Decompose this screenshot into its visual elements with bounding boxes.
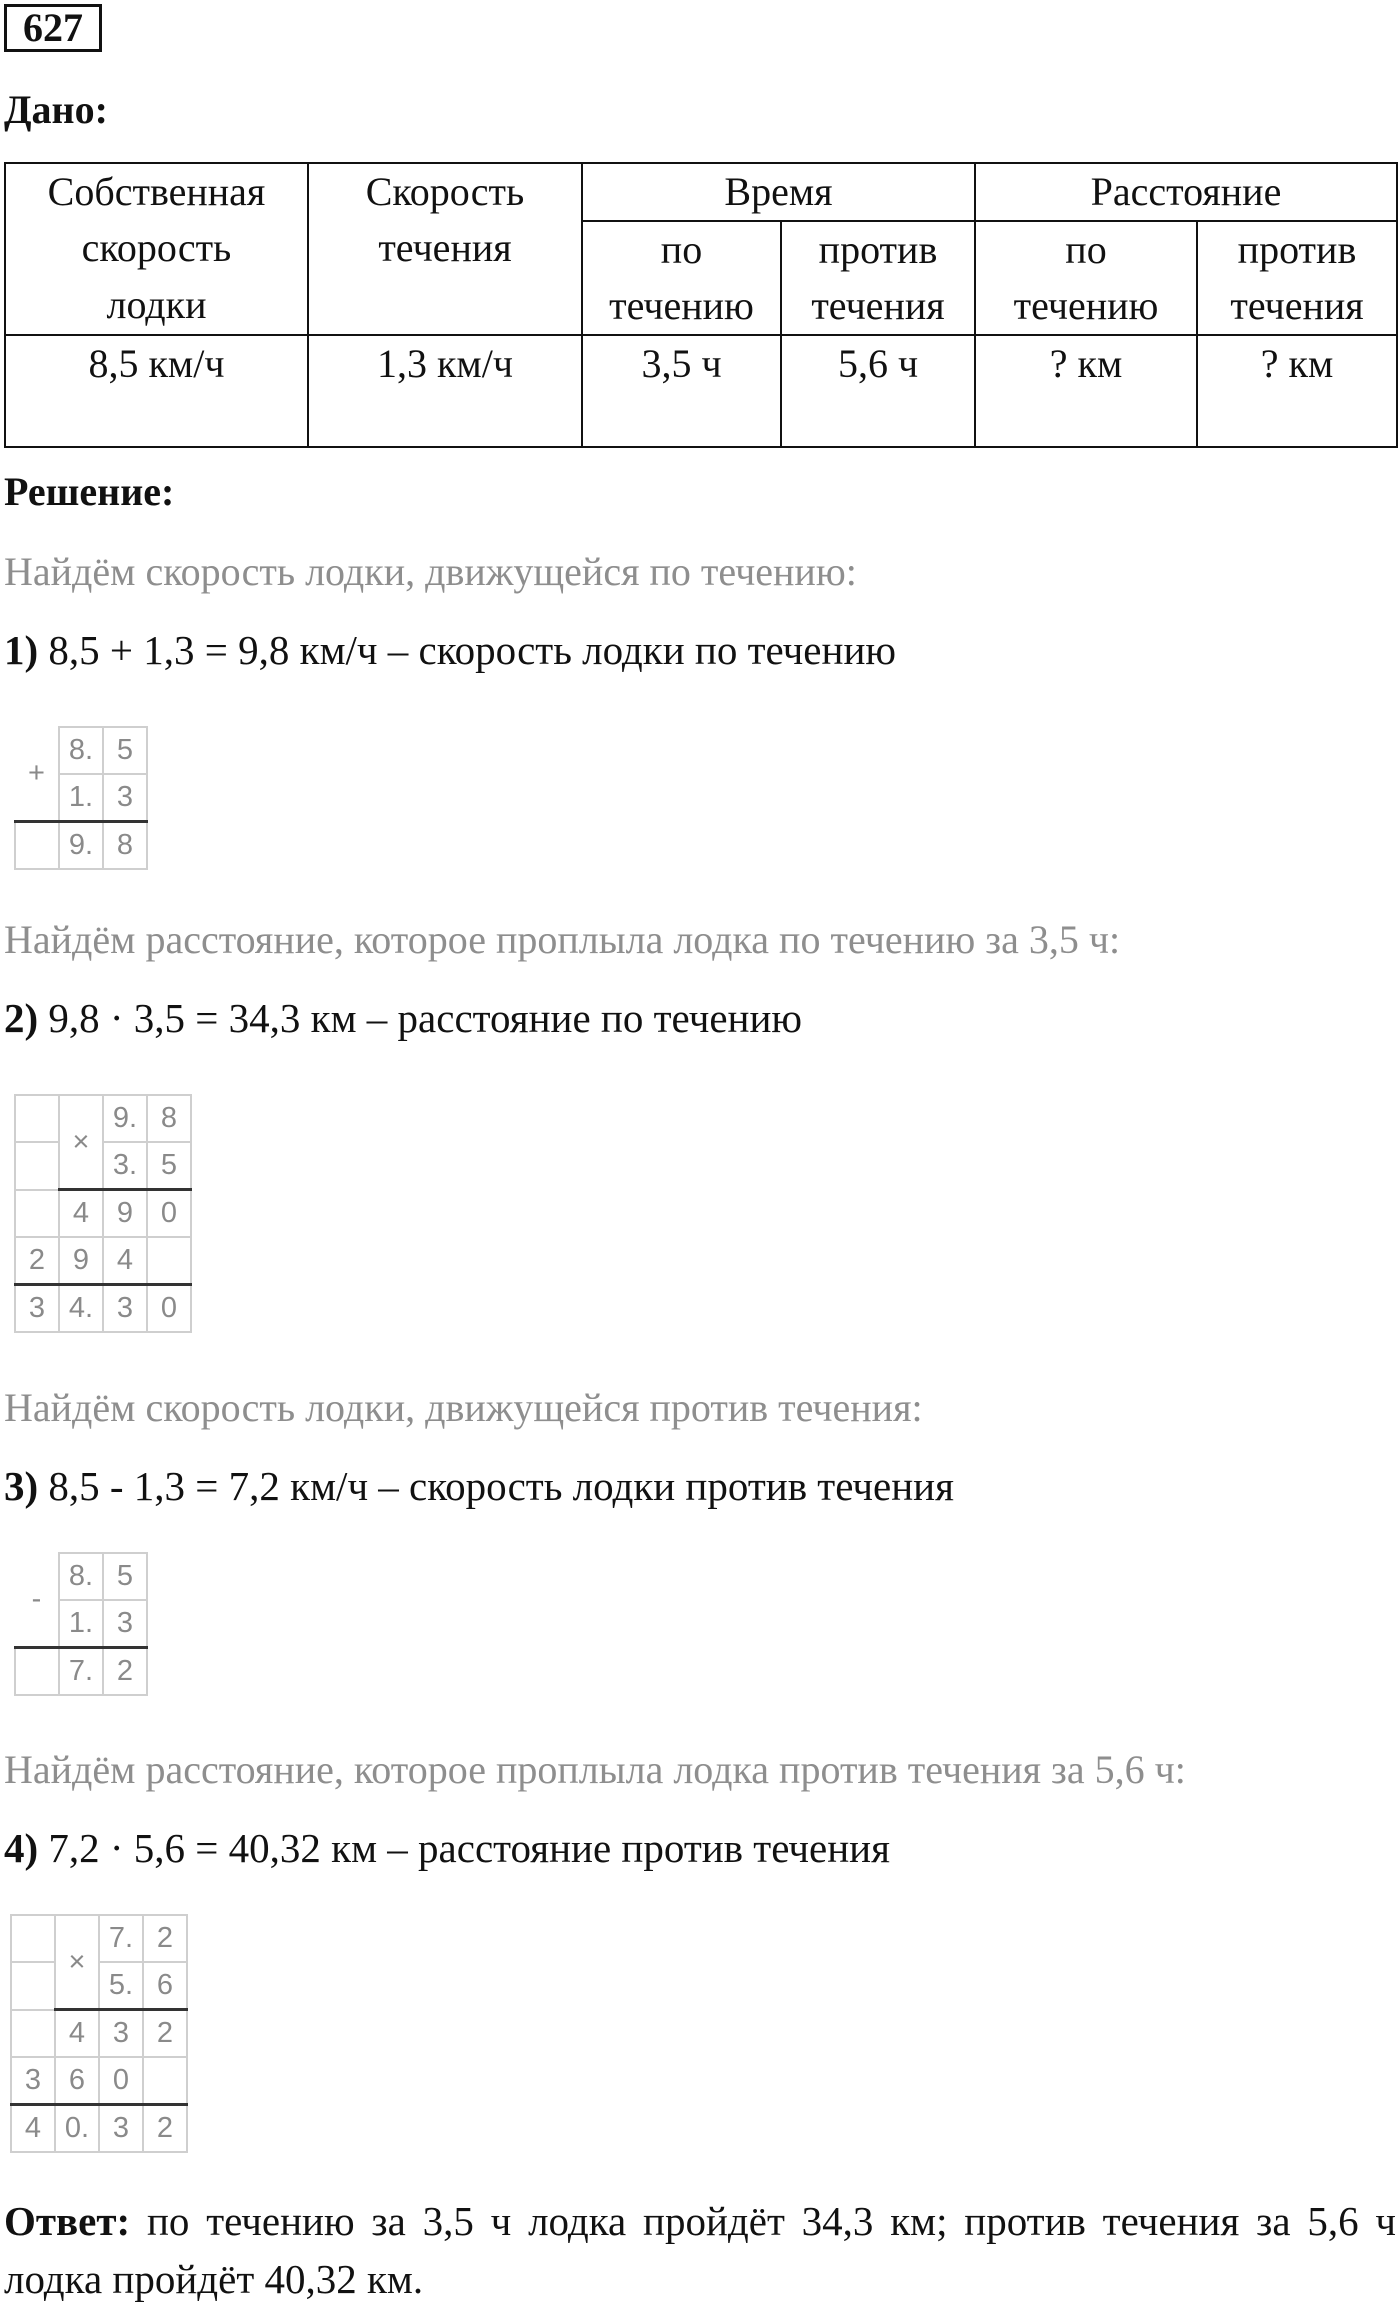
grid-cell: + (15, 727, 59, 822)
grid-cell: 2 (143, 2010, 187, 2058)
grid-cell: 9. (103, 1095, 147, 1142)
sub-time-with: по течению (582, 221, 781, 335)
grid-cell: 5. (99, 1962, 143, 2010)
grid-cell (143, 2057, 187, 2105)
grid-cell: 4 (103, 1237, 147, 1285)
sub-time-against: против течения (781, 221, 975, 335)
calc-grid-1 (14, 726, 148, 870)
grid-cell: × (59, 1095, 103, 1190)
header-own-speed: Собственная скорость (5, 163, 308, 277)
header-own-speed-line3: лодки (5, 277, 308, 335)
grid-cell: 4 (11, 2105, 55, 2153)
hint-step-4: Найдём расстояние, которое проплыла лодка против течения за 5,6 ч: (4, 1747, 1186, 1792)
grid-cell: 6 (55, 2057, 99, 2105)
header-current-speed: Скорость течения (308, 163, 582, 277)
grid-cell: 7. (59, 1648, 103, 1696)
grid-cell (11, 2010, 55, 2058)
grid-cell: 7. (99, 1915, 143, 1962)
calc-grid-3 (14, 1552, 148, 1696)
value-distance-with: ? км (975, 335, 1197, 447)
grid-cell: 9 (59, 1237, 103, 1285)
grid-cell: 4 (59, 1190, 103, 1238)
step-2: 2) 9,8 · 3,5 = 34,3 км – расстояние по течению (4, 995, 803, 1041)
grid-cell: 8 (103, 822, 147, 870)
given-table (4, 162, 1398, 448)
sub-distance-with: по течению (975, 221, 1197, 335)
grid-cell: 0 (147, 1190, 191, 1238)
header-time: Время (582, 163, 975, 221)
grid-cell (11, 1915, 55, 1962)
grid-cell (147, 1237, 191, 1285)
grid-cell: 9 (103, 1190, 147, 1238)
grid-cell: 0. (55, 2105, 99, 2153)
grid-cell: 5 (103, 1553, 147, 1600)
grid-cell: - (15, 1553, 59, 1648)
grid-cell: 5 (103, 727, 147, 774)
grid-cell (15, 1648, 59, 1696)
grid-cell: 8 (147, 1095, 191, 1142)
value-distance-against: ? км (1197, 335, 1397, 447)
hint-step-2: Найдём расстояние, которое проплыла лодка по течению за 3,5 ч: (4, 917, 1121, 962)
header-distance: Расстояние (975, 163, 1397, 221)
header-current-speed-line3 (308, 277, 582, 335)
grid-cell (15, 1095, 59, 1142)
step-4: 4) 7,2 · 5,6 = 40,32 км – расстояние против течения (4, 1825, 890, 1871)
grid-cell (11, 1962, 55, 2010)
grid-cell: 3 (99, 2010, 143, 2058)
grid-cell: 3 (15, 1285, 59, 1333)
grid-cell: 3 (103, 1285, 147, 1333)
hint-step-1: Найдём скорость лодки, движущейся по течению: (4, 549, 857, 594)
grid-cell: 0 (147, 1285, 191, 1333)
value-time-against: 5,6 ч (781, 335, 975, 447)
grid-cell: 4. (59, 1285, 103, 1333)
grid-cell: 0 (99, 2057, 143, 2105)
solution-heading: Решение: (4, 469, 175, 514)
value-time-with: 3,5 ч (582, 335, 781, 447)
answer: Ответ: по течению за 3,5 ч лодка пройдёт 34,3 км; против течения за 5,6 ч лодка пройдёт 40,32 км. (4, 2198, 1396, 2302)
grid-cell: 3 (99, 2105, 143, 2153)
grid-cell: 9. (59, 822, 103, 870)
hint-step-3: Найдём скорость лодки, движущейся против течения: (4, 1385, 923, 1430)
grid-cell: 2 (103, 1648, 147, 1696)
value-current-speed: 1,3 км/ч (308, 335, 582, 447)
given-heading: Дано: (4, 87, 108, 132)
calc-grid-4 (10, 1914, 188, 2153)
grid-cell (15, 1142, 59, 1190)
calc-grid-2 (14, 1094, 192, 1333)
grid-cell: 4 (55, 2010, 99, 2058)
grid-cell: 5 (147, 1142, 191, 1190)
step-1: 1) 8,5 + 1,3 = 9,8 км/ч – скорость лодки по течению (4, 627, 897, 673)
value-own-speed: 8,5 км/ч (5, 335, 308, 447)
grid-cell: 1. (59, 1600, 103, 1648)
grid-cell (15, 1190, 59, 1238)
task-number: 627 (4, 4, 102, 52)
sub-distance-against: против течения (1197, 221, 1397, 335)
grid-cell: 2 (143, 1915, 187, 1962)
step-3: 3) 8,5 - 1,3 = 7,2 км/ч – скорость лодки против течения (4, 1463, 954, 1509)
grid-cell: 3. (103, 1142, 147, 1190)
grid-cell (15, 822, 59, 870)
grid-cell: × (55, 1915, 99, 2010)
grid-cell: 6 (143, 1962, 187, 2010)
grid-cell: 1. (59, 774, 103, 822)
grid-cell: 8. (59, 727, 103, 774)
grid-cell: 2 (143, 2105, 187, 2153)
grid-cell: 8. (59, 1553, 103, 1600)
grid-cell: 3 (103, 774, 147, 822)
grid-cell: 3 (103, 1600, 147, 1648)
grid-cell: 3 (11, 2057, 55, 2105)
grid-cell: 2 (15, 1237, 59, 1285)
